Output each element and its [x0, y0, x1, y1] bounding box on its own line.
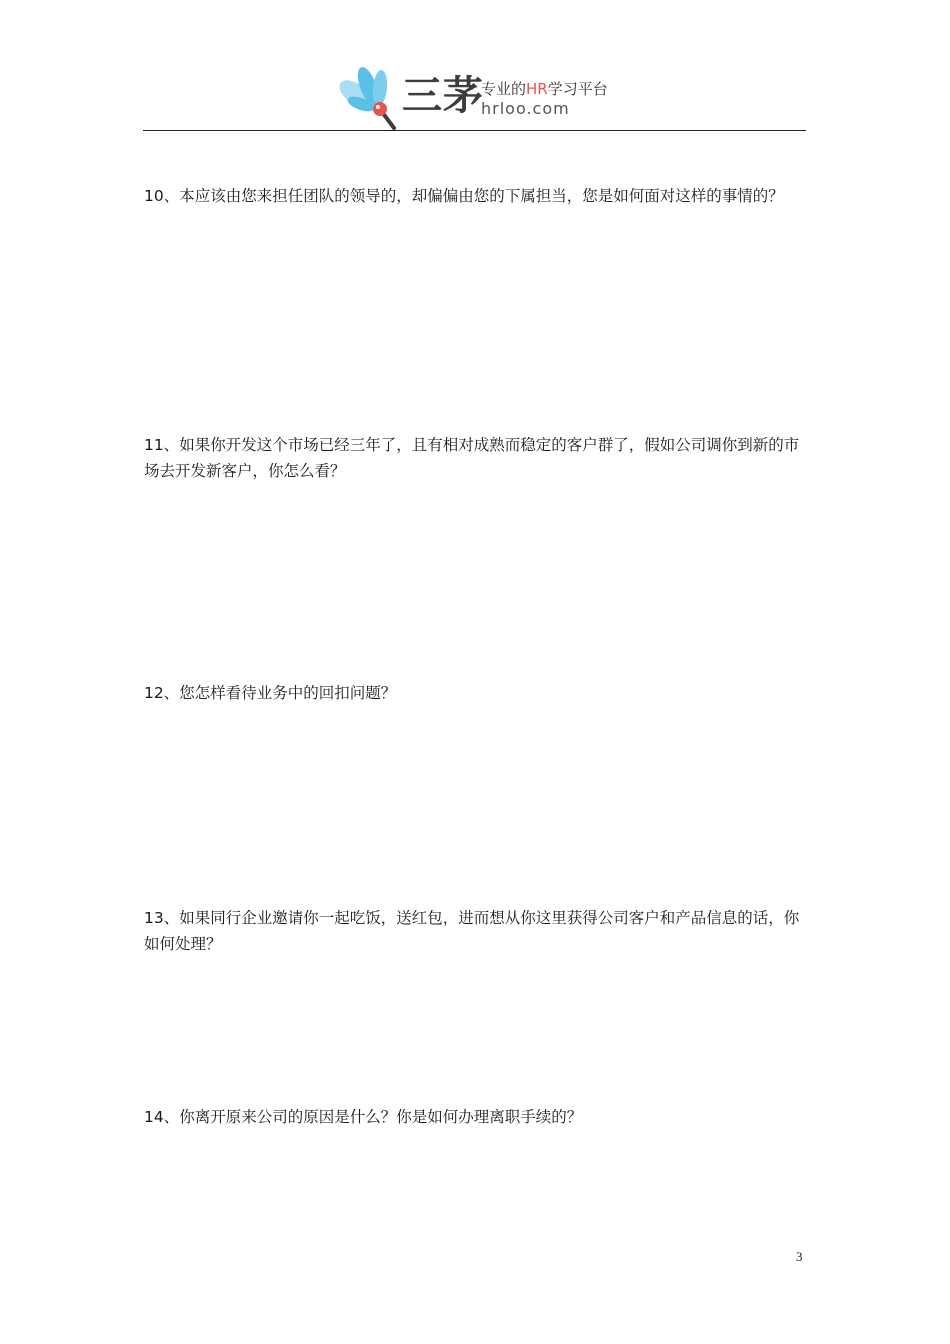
question-10: 10、本应该由您来担任团队的领导的，却偏偏由您的下属担当，您是如何面对这样的事情的？ — [144, 187, 784, 205]
question-12: 12、您怎样看待业务中的回扣问题？ — [144, 684, 397, 702]
tagline-before: 专业的 — [481, 80, 527, 98]
page-number: 3 — [796, 1249, 803, 1264]
logo-tagline — [481, 80, 608, 98]
question-13: 13、如果同行企业邀请你一起吃饭，送红包，进而想从你这里获得公司客户和产品信息的话，你如何处理？ — [144, 909, 800, 953]
tagline-after: 学习平台 — [547, 80, 608, 98]
dragonfly-logo-icon — [336, 64, 402, 132]
page-header — [0, 0, 950, 132]
header-divider — [143, 130, 806, 131]
logo-domain: hrloo.com — [481, 99, 570, 118]
question-11: 11、如果你开发这个市场已经三年了，且有相对成熟而稳定的客户群了，假如公司调你到新的市场去开发新客户，你怎么看？ — [144, 436, 800, 480]
logo-wordmark: 三茅 — [402, 73, 484, 119]
tagline-highlight: HR — [526, 80, 548, 98]
question-14: 14、你离开原来公司的原因是什么？你是如何办理离职手续的？ — [144, 1108, 583, 1126]
